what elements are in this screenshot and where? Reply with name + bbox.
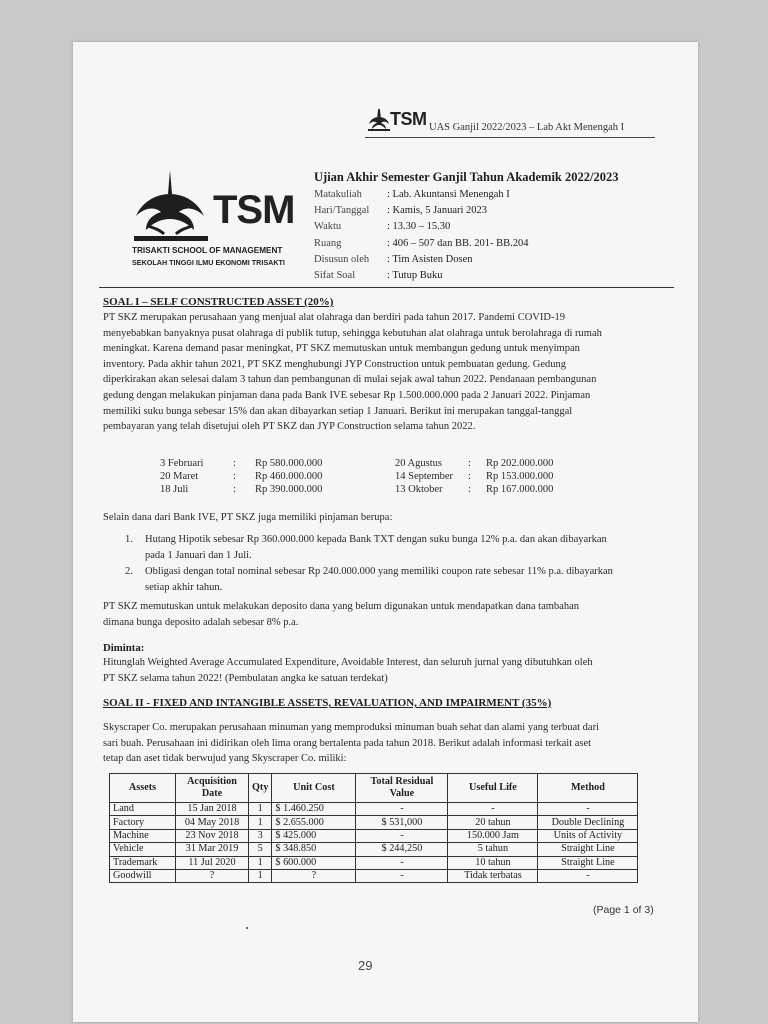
info-key: Ruang xyxy=(314,237,342,249)
para-line: PT SKZ selama tahun 2022! (Pembulatan angka ke satuan terdekat) xyxy=(103,672,388,684)
table-cell: Straight Line xyxy=(538,856,638,869)
table-cell: Factory xyxy=(110,816,176,829)
table-cell: ? xyxy=(176,869,249,882)
payment-amount: Rp 390.000.000 xyxy=(255,484,323,495)
other-loans-list xyxy=(125,532,655,596)
table-cell: 1 xyxy=(249,869,272,882)
info-key: Waktu xyxy=(314,221,342,233)
table-cell: 5 xyxy=(249,843,272,856)
deposit-paragraph xyxy=(103,599,651,630)
table-cell: $ 600.000 xyxy=(272,856,356,869)
info-key: Hari/Tanggal xyxy=(314,205,370,217)
table-cell: Units of Activity xyxy=(538,829,638,842)
table-row xyxy=(110,856,638,869)
payment-amount: Rp 153.000.000 xyxy=(486,471,554,482)
soal-1-paragraph xyxy=(103,310,651,435)
table-cell: 04 May 2018 xyxy=(176,816,249,829)
list-text: pada 1 Januari dan 1 Juli. xyxy=(145,550,252,561)
payment-amount: Rp 167.000.000 xyxy=(486,484,554,495)
para-line: meningkat. Karena demand pasar meningkat, PT SKZ memutuskan untuk membangun gedung untuk menyimpan xyxy=(103,343,580,355)
para-line: tetap dan aset tidak berwujud yang Skyscraper Co. miliki: xyxy=(103,753,347,765)
table-row xyxy=(110,803,638,816)
table-row xyxy=(110,829,638,842)
para-line: pembayaran yang telah disetujui oleh PT SKZ dan JYP Construction selama tahun 2022. xyxy=(103,421,476,433)
col-header: Useful Life xyxy=(448,774,538,803)
table-cell: Goodwill xyxy=(110,869,176,882)
info-value: : Kamis, 5 Januari 2023 xyxy=(387,205,488,217)
info-key: Sifat Soal xyxy=(314,269,356,281)
tsm-logo xyxy=(130,168,300,267)
soal-1-heading: SOAL I – SELF CONSTRUCTED ASSET (20%) xyxy=(103,296,334,308)
info-key: Matakuliah xyxy=(314,189,362,200)
table-cell: 1 xyxy=(249,803,272,816)
list-text: Hutang Hipotik sebesar Rp 360.000.000 kepada Bank TXT dengan suku bunga 12% p.a. dan akan dibayarkan xyxy=(145,534,607,545)
payment-sep: : xyxy=(468,484,471,495)
para-line: Skyscraper Co. merupakan perusahaan minuman yang memproduksi minuman buah sehat dan alami yang terbuat dari xyxy=(103,722,599,733)
para-line: Hitunglah Weighted Average Accumulated Expenditure, Avoidable Interest, dan seluruh jurnal yang dibutuhkan oleh xyxy=(103,657,593,668)
table-cell: Vehicle xyxy=(110,843,176,856)
table-row xyxy=(110,869,638,882)
table-cell: Land xyxy=(110,803,176,816)
table-cell: $ 531,000 xyxy=(356,816,448,829)
other-loans-intro: Selain dana dari Bank IVE, PT SKZ juga memiliki pinjaman berupa: xyxy=(103,512,393,523)
payment-sep: : xyxy=(233,471,236,482)
exam-info xyxy=(314,189,528,286)
info-value: : Tim Asisten Dosen xyxy=(387,253,473,265)
logo-line-2: SEKOLAH TINGGI ILMU EKONOMI TRISAKTI xyxy=(132,258,285,267)
tsm-emblem-icon xyxy=(366,108,392,132)
table-cell: $ 348.850 xyxy=(272,843,356,856)
table-cell: $ 425.000 xyxy=(272,829,356,842)
table-cell: - xyxy=(538,869,638,882)
table-cell: 31 Mar 2019 xyxy=(176,843,249,856)
page-number: (Page 1 of 3) xyxy=(593,904,654,916)
payment-sep: : xyxy=(468,471,471,482)
info-row xyxy=(314,221,528,237)
asset-table xyxy=(109,773,638,883)
info-value: : Lab. Akuntansi Menengah I xyxy=(387,189,510,200)
payment-sep: : xyxy=(233,484,236,495)
info-row xyxy=(314,205,528,221)
para-line: sari buah. Perusahaan ini didirikan oleh lima orang bertalenta pada tahun 2018. Berikut adalah informasi terkait aset xyxy=(103,737,592,749)
header-logo xyxy=(366,108,434,134)
table-cell: Trademark xyxy=(110,856,176,869)
para-line: dimana bunga deposito adalah sebesar 8% p.a. xyxy=(103,616,299,628)
info-row xyxy=(314,189,528,205)
info-row xyxy=(314,254,528,270)
para-line: inventory. Pada akhir tahun 2021, PT SKZ menghubungi JYP Construction untuk pembuatan gedung. Gedung xyxy=(103,358,567,370)
section-divider xyxy=(99,287,674,288)
payment-sep: : xyxy=(468,458,471,469)
table-cell: $ 244,250 xyxy=(356,843,448,856)
list-text: Obligasi dengan total nominal sebesar Rp 240.000.000 yang memiliki coupon rate sebesar 11% p.a. dibayarkan xyxy=(145,566,613,577)
table-cell: 1 xyxy=(249,856,272,869)
header-logo-text: TSM xyxy=(390,109,427,129)
table-cell: 1 xyxy=(249,816,272,829)
col-header: Qty xyxy=(249,774,272,803)
table-cell: Straight Line xyxy=(538,843,638,856)
table-cell: - xyxy=(356,829,448,842)
col-header: Total Residual Value xyxy=(356,774,448,803)
logo-line-1: TRISAKTI SCHOOL OF MANAGEMENT xyxy=(132,246,283,255)
table-cell: 10 tahun xyxy=(448,856,538,869)
list-item xyxy=(125,532,655,564)
col-header: Unit Cost xyxy=(272,774,356,803)
payment-sep: : xyxy=(233,458,236,469)
table-cell: - xyxy=(448,803,538,816)
para-line: memiliki suku bunga sebesar 15% dan akan dibayarkan setiap 1 Januari. Berikut ini merupakan tanggal-tanggal xyxy=(103,405,573,417)
diminta-paragraph xyxy=(103,655,651,686)
table-cell: 20 tahun xyxy=(448,816,538,829)
exam-paper xyxy=(73,42,698,1022)
asset-table-wrap xyxy=(109,773,638,883)
page-stamp: 29 xyxy=(358,958,373,973)
table-cell: Tidak terbatas xyxy=(448,869,538,882)
scan-speck xyxy=(246,927,248,929)
payment-amount: Rp 580.000.000 xyxy=(255,458,323,469)
col-header: Acquisition Date xyxy=(176,774,249,803)
table-cell: 150.000 Jam xyxy=(448,829,538,842)
info-value: : 406 – 507 dan BB. 201- BB.204 xyxy=(387,237,529,249)
payment-amount: Rp 202.000.000 xyxy=(486,458,554,469)
col-header: Assets xyxy=(110,774,176,803)
table-cell: ? xyxy=(272,869,356,882)
table-cell: - xyxy=(356,869,448,882)
list-number: 2. xyxy=(125,566,133,577)
exam-title: Ujian Akhir Semester Ganjil Tahun Akademik 2022/2023 xyxy=(314,170,619,184)
table-row xyxy=(110,816,638,829)
para-line: PT SKZ merupakan perusahaan yang menjual alat olahraga dan berdiri pada tahun 2017. Pandemi COVID-19 xyxy=(103,312,565,323)
soal-2-paragraph xyxy=(103,720,651,767)
payment-date: 20 Maret xyxy=(160,471,199,482)
list-item xyxy=(125,564,655,596)
para-line: diperkirakan akan selesai dalam 3 tahun dan pembangunan di mulai sejak awal tahun 2022. Pendanaan pembangunan xyxy=(103,374,597,386)
diminta-label: Diminta: xyxy=(103,642,145,654)
table-cell: - xyxy=(356,856,448,869)
table-cell: 3 xyxy=(249,829,272,842)
table-cell: 11 Jul 2020 xyxy=(176,856,249,869)
payment-date: 3 Februari xyxy=(160,458,204,469)
info-row xyxy=(314,238,528,254)
payment-date: 20 Agustus xyxy=(395,458,442,469)
list-number: 1. xyxy=(125,534,133,545)
table-row xyxy=(110,843,638,856)
table-cell: 15 Jan 2018 xyxy=(176,803,249,816)
payment-date: 13 Oktober xyxy=(395,484,443,495)
header-course-label: UAS Ganjil 2022/2023 – Lab Akt Menengah I xyxy=(429,122,625,133)
table-cell: - xyxy=(538,803,638,816)
table-cell: $ 1.460.250 xyxy=(272,803,356,816)
soal-2-heading: SOAL II - FIXED AND INTANGIBLE ASSETS, REVALUATION, AND IMPAIRMENT (35%) xyxy=(103,697,552,709)
para-line: gedung dengan melakukan pinjaman dana pada Bank IVE sebesar Rp 1.500.000.000 pada 2 Januari 2022. Pinjaman xyxy=(103,389,591,401)
info-row xyxy=(314,270,528,286)
table-cell: Double Declining xyxy=(538,816,638,829)
tsm-emblem-large-icon xyxy=(130,168,216,244)
table-cell: - xyxy=(356,803,448,816)
info-value: : 13.30 – 15.30 xyxy=(387,221,451,233)
info-key: Disusun oleh xyxy=(314,253,370,265)
info-value: : Tutup Buku xyxy=(387,269,443,281)
payment-date: 18 Juli xyxy=(160,484,189,495)
para-line: menyebabkan banyaknya pusat olahraga di publik tutup, sehingga kebutuhan alat olahraga untuk berolahraga di rumah xyxy=(103,327,602,339)
payment-date: 14 September xyxy=(395,471,454,482)
header-divider xyxy=(365,137,655,138)
list-text: setiap akhir tahun. xyxy=(145,582,223,593)
col-header: Method xyxy=(538,774,638,803)
table-cell: 23 Nov 2018 xyxy=(176,829,249,842)
para-line: PT SKZ memutuskan untuk melakukan deposito dana yang belum digunakan untuk mendapatkan dana tambahan xyxy=(103,601,579,612)
payment-amount: Rp 460.000.000 xyxy=(255,471,323,482)
table-cell: $ 2.655.000 xyxy=(272,816,356,829)
logo-text: TSM xyxy=(213,188,295,232)
table-cell: 5 tahun xyxy=(448,843,538,856)
table-cell: Machine xyxy=(110,829,176,842)
table-header-row xyxy=(110,774,638,803)
